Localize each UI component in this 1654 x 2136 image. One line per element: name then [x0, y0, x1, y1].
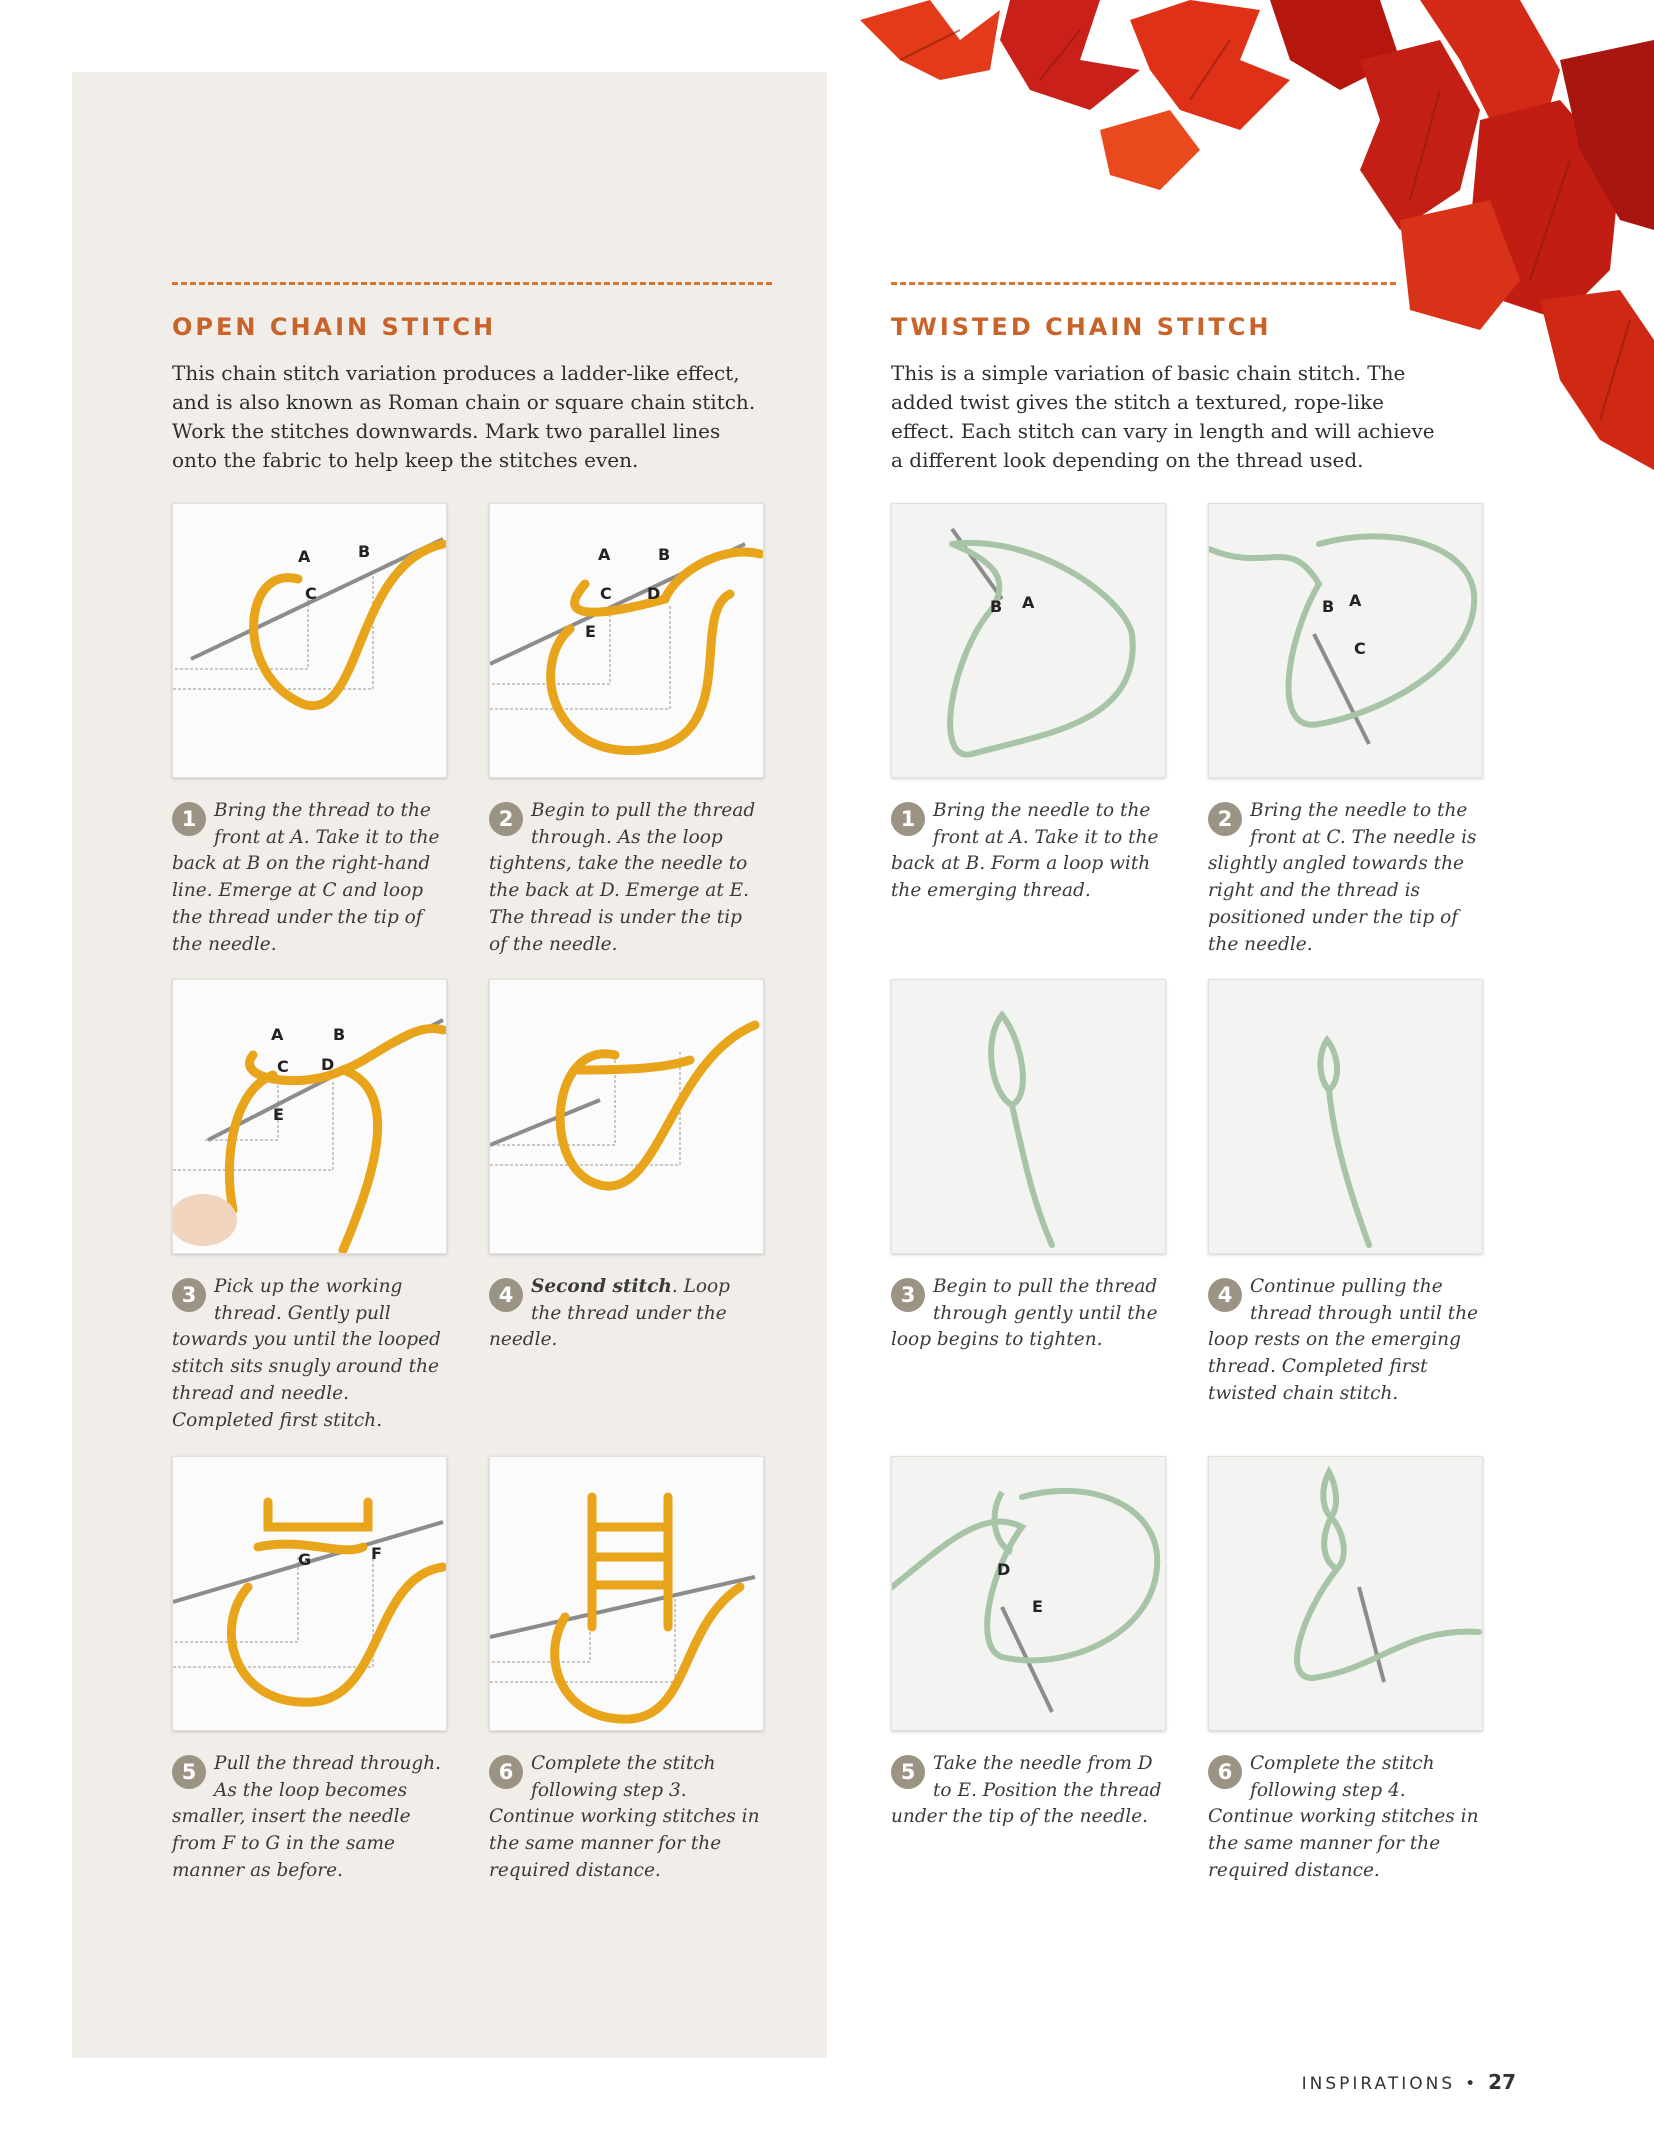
point-label: F [371, 1544, 382, 1563]
step-text: Bring the needle to the front at C. The needle is slightly angled towards the right and the thread is positioned under the tip of the needle. [1208, 800, 1477, 955]
step-photo [891, 979, 1166, 1254]
step-caption [172, 798, 447, 958]
point-label: E [1032, 1597, 1043, 1616]
step-number-badge: 3 [891, 1278, 925, 1312]
twisted-chain-section [891, 282, 1451, 475]
point-label: A [271, 1025, 284, 1044]
point-label: B [658, 545, 671, 564]
step-text: Take the needle from D to E. Position the thread under the tip of the needle. [891, 1753, 1162, 1828]
point-label: G [298, 1550, 312, 1569]
point-label: B [333, 1025, 346, 1044]
twisted-chain-step-4 [1208, 979, 1483, 1408]
twisted-chain-step-1 [891, 503, 1166, 905]
step-number-badge: 6 [1208, 1755, 1242, 1789]
open-chain-step-6 [489, 1456, 764, 1885]
step-text: Complete the stitch following step 4. Continue working stitches in the same manner for the required distance. [1208, 1753, 1479, 1881]
step-number-badge: 2 [1208, 802, 1242, 836]
section-title: OPEN CHAIN STITCH [172, 313, 497, 341]
step-number-badge: 1 [891, 802, 925, 836]
footer-bullet: • [1465, 2074, 1479, 2094]
step-caption [489, 1751, 764, 1885]
step-number-badge: 2 [489, 802, 523, 836]
step-number-badge: 5 [891, 1755, 925, 1789]
step-number-badge: 4 [1208, 1278, 1242, 1312]
point-label: B [1322, 597, 1335, 616]
step-text: Pull the thread through. As the loop becomes smaller, insert the needle from F to G in the same manner as before. [172, 1753, 442, 1881]
open-chain-section [172, 282, 772, 475]
step-text: Pick up the working thread. Gently pull towards you until the looped stitch sits snugly around the thread and needle. Completed first stitch. [172, 1276, 441, 1431]
step-caption [891, 1274, 1166, 1354]
dashed-divider [172, 282, 772, 285]
step-photo [1208, 503, 1483, 778]
point-label: A [1022, 593, 1035, 612]
step-caption [891, 798, 1166, 905]
twisted-chain-step-5 [891, 1456, 1166, 1831]
step-number-badge: 5 [172, 1755, 206, 1789]
step-photo [891, 1456, 1166, 1731]
step-text: Begin to pull the thread through. As the loop tightens, take the needle to the back at D. Emerge at E. The thread is under the tip of the needle. [489, 800, 756, 955]
step-photo [489, 979, 764, 1254]
step-photo [489, 1456, 764, 1731]
step-photo [891, 503, 1166, 778]
step-photo [172, 1456, 447, 1731]
point-label: A [1349, 591, 1362, 610]
point-label: D [647, 584, 661, 603]
point-label: E [585, 622, 596, 641]
section-title: TWISTED CHAIN STITCH [891, 313, 1272, 341]
twisted-chain-step-6 [1208, 1456, 1483, 1885]
open-chain-step-1 [172, 503, 447, 958]
step-number-badge: 1 [172, 802, 206, 836]
step-caption [1208, 798, 1483, 958]
page-number: 27 [1488, 2070, 1516, 2094]
step-caption [1208, 1751, 1483, 1885]
dashed-divider [891, 282, 1396, 285]
point-label: C [277, 1057, 289, 1076]
point-label: C [305, 584, 317, 603]
point-label: B [990, 597, 1003, 616]
point-label: D [997, 1560, 1011, 1579]
step-caption [1208, 1274, 1483, 1408]
open-chain-step-3 [172, 979, 447, 1434]
point-label: C [600, 584, 612, 603]
step-photo [1208, 1456, 1483, 1731]
step-text: Bring the needle to the front at A. Take it to the back at B. Form a loop with the emerging thread. [891, 800, 1159, 902]
open-chain-step-2 [489, 503, 764, 958]
step-caption [891, 1751, 1166, 1831]
footer-section-name: INSPIRATIONS [1301, 2074, 1456, 2094]
step-text: Begin to pull the thread through gently until the loop begins to tighten. [891, 1276, 1158, 1351]
step-caption [172, 1751, 447, 1885]
section-intro: This chain stitch variation produces a ladder-like effect, and is also known as Roman chain or square chain stitch. Work the stitches downwards. Mark two parallel lines onto the fabric to help keep the stitches even. [172, 361, 756, 472]
step-number-badge: 6 [489, 1755, 523, 1789]
step-text: Bring the thread to the front at A. Take it to the back at B on the right-hand line. Emerge at C and loop the thread under the tip of the needle. [172, 800, 440, 955]
point-label: A [598, 545, 611, 564]
twisted-chain-step-2 [1208, 503, 1483, 958]
point-label: D [321, 1055, 335, 1074]
point-label: C [1354, 639, 1366, 658]
step-text: . Loop the thread under the needle. [489, 1276, 730, 1351]
point-label: B [358, 542, 371, 561]
step-bold-text: Second stitch [531, 1276, 672, 1297]
point-label: A [298, 547, 311, 566]
step-photo [489, 503, 764, 778]
step-caption [489, 1274, 764, 1354]
step-text: Continue pulling the thread through until the loop rests on the emerging thread. Completed first twisted chain stitch. [1208, 1276, 1479, 1404]
step-photo [1208, 979, 1483, 1254]
step-number-badge: 4 [489, 1278, 523, 1312]
open-chain-step-5 [172, 1456, 447, 1885]
point-label: E [273, 1105, 284, 1124]
page-footer [1302, 2070, 1516, 2094]
step-number-badge: 3 [172, 1278, 206, 1312]
step-photo [172, 979, 447, 1254]
step-text: Complete the stitch following step 3. Continue working stitches in the same manner for the required distance. [489, 1753, 760, 1881]
twisted-chain-step-3 [891, 979, 1166, 1354]
section-intro: This is a simple variation of basic chain stitch. The added twist gives the stitch a textured, rope-like effect. Each stitch can vary in length and will achieve a different look depending on the thread used. [891, 361, 1435, 472]
step-caption [489, 798, 764, 958]
open-chain-step-4 [489, 979, 764, 1354]
step-photo [172, 503, 447, 778]
step-caption [172, 1274, 447, 1434]
